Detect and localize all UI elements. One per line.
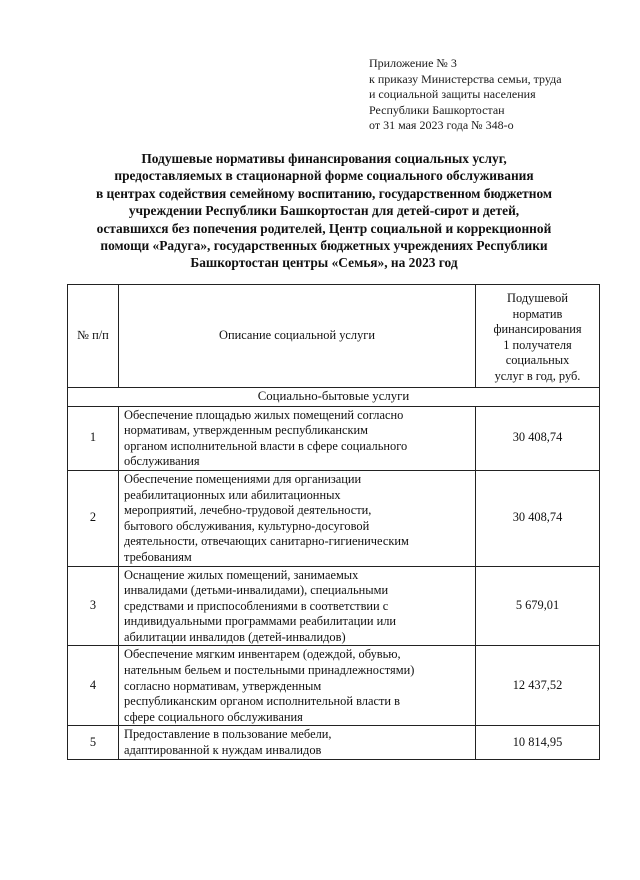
row-number: 2	[68, 470, 119, 566]
header-norm	[476, 285, 600, 388]
title-line: помощи «Радуга», государственных бюджетных учреждениях Республики	[100, 238, 548, 254]
row-value: 30 408,74	[476, 406, 600, 470]
table-row	[68, 726, 600, 759]
desc-line: Обеспечение помещениями для организации	[124, 471, 362, 486]
header-norm-line: 1 получателя	[503, 337, 572, 352]
desc-line: мероприятий, лечебно-трудовой деятельности,	[124, 503, 372, 518]
desc-line: сфере социального обслуживания	[124, 709, 303, 724]
table-header-row	[68, 285, 600, 388]
row-description	[119, 646, 476, 726]
desc-line: средствами и приспособлениями в соответствии с	[124, 598, 389, 613]
desc-line: Обеспечение мягким инвентарем (одеждой, обувью,	[124, 647, 401, 662]
desc-line: деятельности, отвечающих санитарно-гигиеническим	[124, 534, 409, 549]
title-line: Башкортостан центры «Семья», на 2023 год	[190, 255, 458, 271]
header-norm-line: норматив	[512, 306, 563, 321]
row-value: 5 679,01	[476, 566, 600, 646]
header-norm-line: Подушевой	[507, 291, 568, 305]
table-row	[68, 646, 600, 726]
desc-line: индивидуальными программами реабилитации или	[124, 614, 397, 629]
header-description: Описание социальной услуги	[119, 285, 476, 388]
norms-table	[67, 284, 600, 760]
desc-line: согласно нормативам, утвержденным	[124, 678, 322, 693]
header-norm-line: социальных	[505, 353, 570, 368]
title-line: Подушевые нормативы финансирования социальных услуг,	[141, 151, 507, 166]
desc-line: нательным бельем и постельными принадлежностями)	[124, 663, 415, 678]
annex-header	[369, 56, 562, 134]
desc-line: абилитации инвалидов (детей-инвалидов)	[124, 629, 346, 644]
desc-line: обслуживания	[124, 454, 200, 469]
table-row	[68, 566, 600, 646]
desc-line: нормативам, утвержденным республиканским	[124, 423, 368, 438]
row-value: 10 814,95	[476, 726, 600, 759]
title-line: учреждении Республики Башкортостан для детей-сирот и детей,	[128, 203, 520, 219]
row-description	[119, 470, 476, 566]
desc-line: органом исполнительной власти в сфере социального	[124, 438, 408, 453]
row-value: 30 408,74	[476, 470, 600, 566]
table-row	[68, 470, 600, 566]
section-title: Социально-бытовые услуги	[68, 387, 600, 406]
annex-line: Приложение № 3	[369, 56, 457, 70]
desc-line: адаптированной к нуждам инвалидов	[124, 743, 322, 758]
annex-line: и социальной защиты населения	[369, 87, 536, 101]
row-number: 4	[68, 646, 119, 726]
desc-line: Обеспечение площадью жилых помещений согласно	[124, 407, 404, 422]
title-line: в центрах содействия семейному воспитанию, государственном бюджетном	[95, 185, 553, 201]
annex-line: Республики Башкортостан	[369, 102, 505, 117]
row-number: 1	[68, 406, 119, 470]
desc-line: бытового обслуживания, культурно-досуговой	[124, 518, 370, 533]
header-norm-line: финансирования	[493, 322, 582, 337]
section-row	[68, 387, 600, 406]
row-number: 5	[68, 726, 119, 759]
annex-line: к приказу Министерства семьи, труда	[369, 71, 562, 86]
table-row	[68, 406, 600, 470]
annex-line: от 31 мая 2023 года № 348-о	[369, 118, 514, 132]
desc-line: Предоставление в пользование мебели,	[124, 727, 332, 742]
header-number: № п/п	[68, 285, 119, 388]
row-description	[119, 566, 476, 646]
desc-line: инвалидами (детьми-инвалидами), специальными	[124, 583, 389, 598]
desc-line: реабилитационных или абилитационных	[124, 487, 341, 502]
desc-line: республиканским органом исполнительной власти в	[124, 694, 400, 709]
document-title	[40, 150, 608, 272]
desc-line: требованиям	[124, 549, 192, 564]
desc-line: Оснащение жилых помещений, занимаемых	[124, 567, 359, 582]
title-line: предоставляемых в стационарной форме социального обслуживания	[114, 168, 534, 184]
row-description	[119, 406, 476, 470]
row-number: 3	[68, 566, 119, 646]
row-description	[119, 726, 476, 759]
row-value: 12 437,52	[476, 646, 600, 726]
title-line: оставшихся без попечения родителей, Центр социальной и коррекционной	[96, 220, 552, 236]
header-norm-line: услуг в год, руб.	[494, 368, 581, 383]
